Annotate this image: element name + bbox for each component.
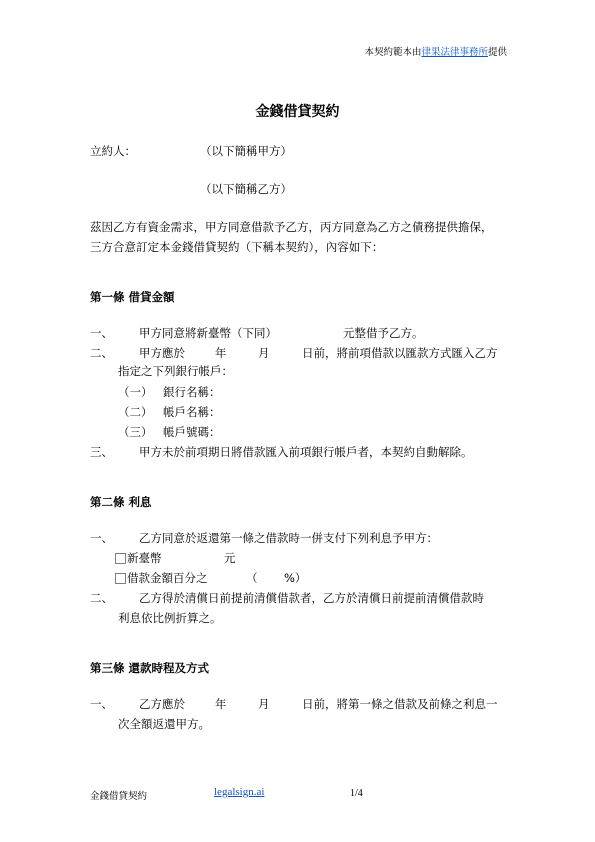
party-a-note: （以下簡稱甲方）: [200, 144, 292, 158]
account-name-label: 帳戶名稱：: [163, 405, 221, 419]
article-1-item-3-text: 甲方未於前項期日將借款匯入前項銀行帳戶者，本契約自動解除。: [139, 445, 473, 459]
page-header: [364, 44, 507, 58]
law-firm-link[interactable]: 律果法律事務所: [421, 47, 488, 58]
bank-name-label: 銀行名稱：: [163, 385, 221, 399]
footer-page-number: 1/4: [350, 788, 363, 799]
article-3-item-1-num: 一、: [90, 697, 113, 711]
document-title: 金錢借貸契約: [255, 104, 340, 120]
percent-symbol: %）: [284, 571, 307, 585]
article-2-item-1-text: 乙方同意於返還第一條之借款時一併支付下列利息予甲方：: [139, 531, 438, 545]
article-3-heading: 第三條 還款時程及方式: [90, 661, 210, 675]
preamble-line-1: 茲因乙方有資金需求，甲方同意借款予乙方，丙方同意為乙方之債務提供擔保，: [90, 220, 493, 234]
article-1-item-2-cont: 指定之下列銀行帳戶：: [118, 364, 233, 378]
article-1-item-2-text-a: 甲方應於: [139, 346, 185, 360]
article-3-item-1-year: 年: [215, 697, 227, 711]
article-1-item-1-text-b: 元整借予乙方。: [343, 326, 424, 340]
percent-text-a: 借款金額百分之: [127, 571, 208, 585]
header-prefix: 本契約範本由: [364, 47, 422, 58]
interest-option-fixed: [115, 550, 162, 566]
parties-label: 立約人：: [90, 144, 136, 158]
article-1-item-2-month: 月: [258, 346, 270, 360]
header-suffix: 提供: [487, 47, 507, 58]
article-3-item-1-text-b: 日前，將第一條之借款及前條之利息一: [302, 697, 498, 711]
article-2-item-1-num: 一、: [90, 531, 113, 545]
article-2-item-2-num: 二、: [90, 591, 113, 605]
fixed-amount-text-b: 元: [224, 551, 236, 565]
percent-paren-open: （: [246, 571, 258, 585]
bank-item-3-num: （三）: [118, 425, 153, 439]
bank-item-2-num: （二）: [118, 405, 153, 419]
footer-doc-name: 金錢借貸契約: [90, 791, 148, 802]
article-1-item-3-num: 三、: [90, 445, 113, 459]
bank-item-1-num: （一）: [118, 385, 153, 399]
party-b-note: （以下簡稱乙方）: [200, 182, 292, 196]
article-1-item-2-text-b: 日前，將前項借款以匯款方式匯入乙方: [302, 346, 498, 360]
article-1-item-1-text-a: 甲方同意將新臺幣（下同）: [139, 326, 277, 340]
article-1-item-1-num: 一、: [90, 326, 113, 340]
fixed-amount-text-a: 新臺幣: [127, 551, 162, 565]
article-3-item-1-month: 月: [258, 697, 270, 711]
interest-option-percent: [115, 570, 208, 586]
article-1-item-2-num: 二、: [90, 346, 113, 360]
article-2-heading: 第二條 利息: [90, 495, 152, 509]
article-2-item-2-text: 乙方得於清償日前提前清償借款者，乙方於清償日前提前清償借款時: [139, 591, 484, 605]
preamble-line-2: 三方合意訂定本金錢借貸契約（下稱本契約），內容如下：: [90, 240, 384, 254]
article-2-item-2-cont: 利息依比例折算之。: [118, 611, 222, 625]
article-1-heading: 第一條 借貸金額: [90, 290, 175, 304]
article-3-item-1-cont: 次全額返還甲方。: [118, 717, 210, 731]
account-number-label: 帳戶號碼：: [163, 425, 221, 439]
article-3-item-1-text-a: 乙方應於: [139, 697, 185, 711]
percent-checkbox[interactable]: [115, 573, 126, 584]
footer-site-link[interactable]: legalsign.ai: [214, 786, 265, 798]
fixed-amount-checkbox[interactable]: [115, 553, 126, 564]
article-1-item-2-year: 年: [215, 346, 227, 360]
